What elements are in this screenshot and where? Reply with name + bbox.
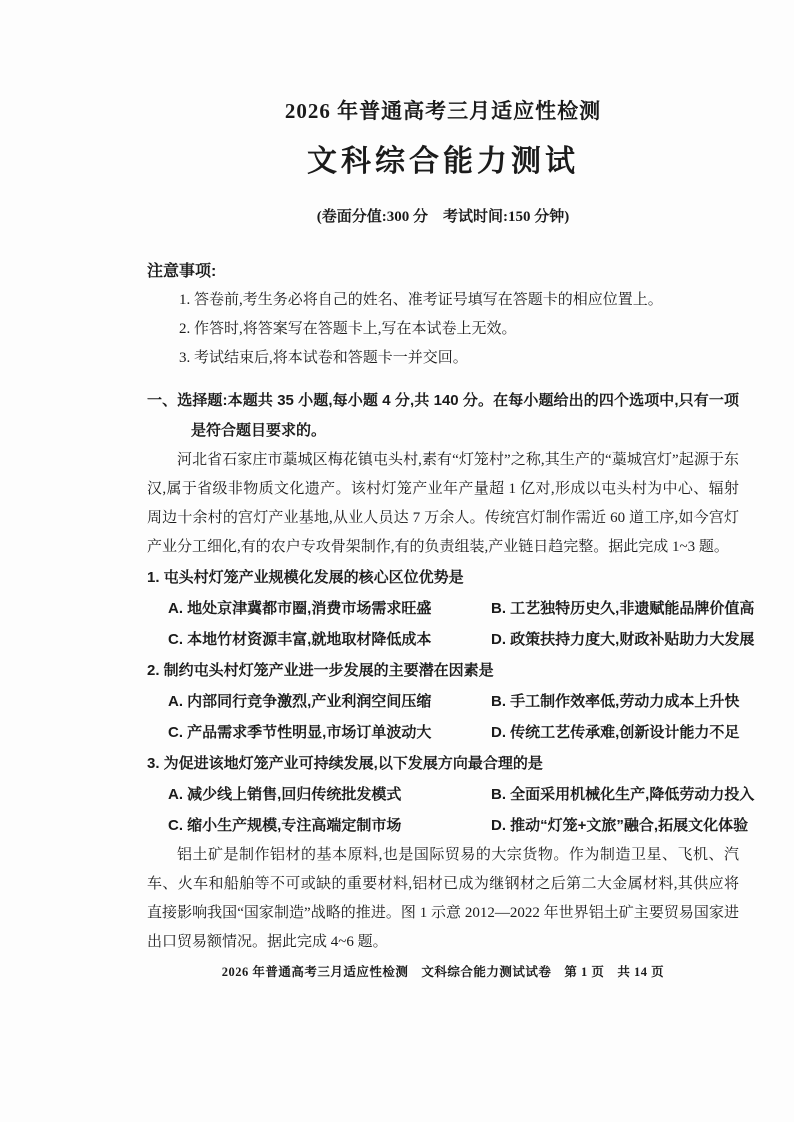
exam-session-title: 2026 年普通高考三月适应性检测 bbox=[284, 99, 602, 123]
notice-item-3: 3. 考试结束后,将本试卷和答题卡一并交回。 bbox=[179, 350, 468, 366]
question-2-option-d: D. 传统工艺传承难,创新设计能力不足 bbox=[491, 724, 740, 741]
question-2-option-b: B. 手工制作效率低,劳动力成本上升快 bbox=[491, 693, 740, 710]
question-2-options bbox=[147, 686, 739, 748]
question-2-option-a: A. 内部同行竞争激烈,产业利润空间压缩 bbox=[168, 693, 432, 710]
question-3-option-a: A. 减少线上销售,回归传统批发模式 bbox=[168, 786, 402, 803]
question-3-stem: 3. 为促进该地灯笼产业可持续发展,以下发展方向最合理的是 bbox=[147, 755, 543, 772]
question-1-option-b: B. 工艺独特历史久,非遗赋能品牌价值高 bbox=[491, 600, 755, 617]
question-3-option-c: C. 缩小生产规模,专注高端定制市场 bbox=[168, 817, 402, 834]
section-one-heading: 一、选择题:本题共 35 小题,每小题 4 分,共 140 分。在每小题给出的四个选项中,只有一项是符合题目要求的。 bbox=[147, 392, 739, 439]
page-footer: 2026 年普通高考三月适应性检测 文科综合能力测试试卷 第 1 页 共 14 页 bbox=[221, 965, 665, 979]
question-1 bbox=[147, 562, 755, 655]
question-3-option-d: D. 推动“灯笼+文旅”融合,拓展文化体验 bbox=[491, 817, 749, 834]
question-2-option-c: C. 产品需求季节性明显,市场订单波动大 bbox=[168, 724, 432, 741]
question-3-option-b: B. 全面采用机械化生产,降低劳动力投入 bbox=[491, 786, 755, 803]
paper-meta-line: (卷面分值:300 分 考试时间:150 分钟) bbox=[316, 209, 570, 225]
page-content bbox=[147, 0, 755, 957]
question-2 bbox=[147, 655, 739, 748]
notice-heading: 注意事项: bbox=[147, 263, 217, 280]
question-1-stem: 1. 屯头村灯笼产业规模化发展的核心区位优势是 bbox=[147, 569, 464, 586]
question-1-option-c: C. 本地竹材资源丰富,就地取材降低成本 bbox=[168, 631, 432, 648]
question-2-stem: 2. 制约屯头村灯笼产业进一步发展的主要潜在因素是 bbox=[147, 662, 494, 679]
question-3 bbox=[147, 748, 755, 841]
passage-bauxite: 铝土矿是制作铝材的基本原料,也是国际贸易的大宗货物。作为制造卫星、飞机、汽车、火车和船舶等不可或缺的重要材料,铝材已成为继钢材之后第二大金属材料,其供应将直接影响我国“国家制造”战略的推进。图 1 示意 2012—2022 年世界铝土矿主要贸易国家进出口贸易额情况。据此完成 4~6 题。 bbox=[147, 847, 739, 950]
question-1-option-a: A. 地处京津冀都市圈,消费市场需求旺盛 bbox=[168, 600, 432, 617]
page-title: 文科综合能力测试 bbox=[307, 145, 579, 178]
question-3-options bbox=[147, 779, 755, 841]
question-1-options bbox=[147, 593, 755, 655]
notice-item-2: 2. 作答时,将答案写在答题卡上,写在本试卷上无效。 bbox=[179, 321, 517, 337]
notice-item-1: 1. 答卷前,考生务必将自己的姓名、准考证号填写在答题卡的相应位置上。 bbox=[179, 292, 663, 308]
passage-lantern: 河北省石家庄市藁城区梅花镇屯头村,素有“灯笼村”之称,其生产的“藁城宫灯”起源于东汉,属于省级非物质文化遗产。该村灯笼产业年产量超 1 亿对,形成以屯头村为中心、辐射周边十余村的宫灯产业基地,从业人员达 7 万余人。传统宫灯制作需近 60 道工序,如今宫灯产业分工细化,有的农户专攻骨架制作,有的负责组装,产业链日趋完整。据此完成 1~3 题。 bbox=[147, 452, 739, 555]
question-1-option-d: D. 政策扶持力度大,财政补贴助力大发展 bbox=[491, 631, 755, 648]
